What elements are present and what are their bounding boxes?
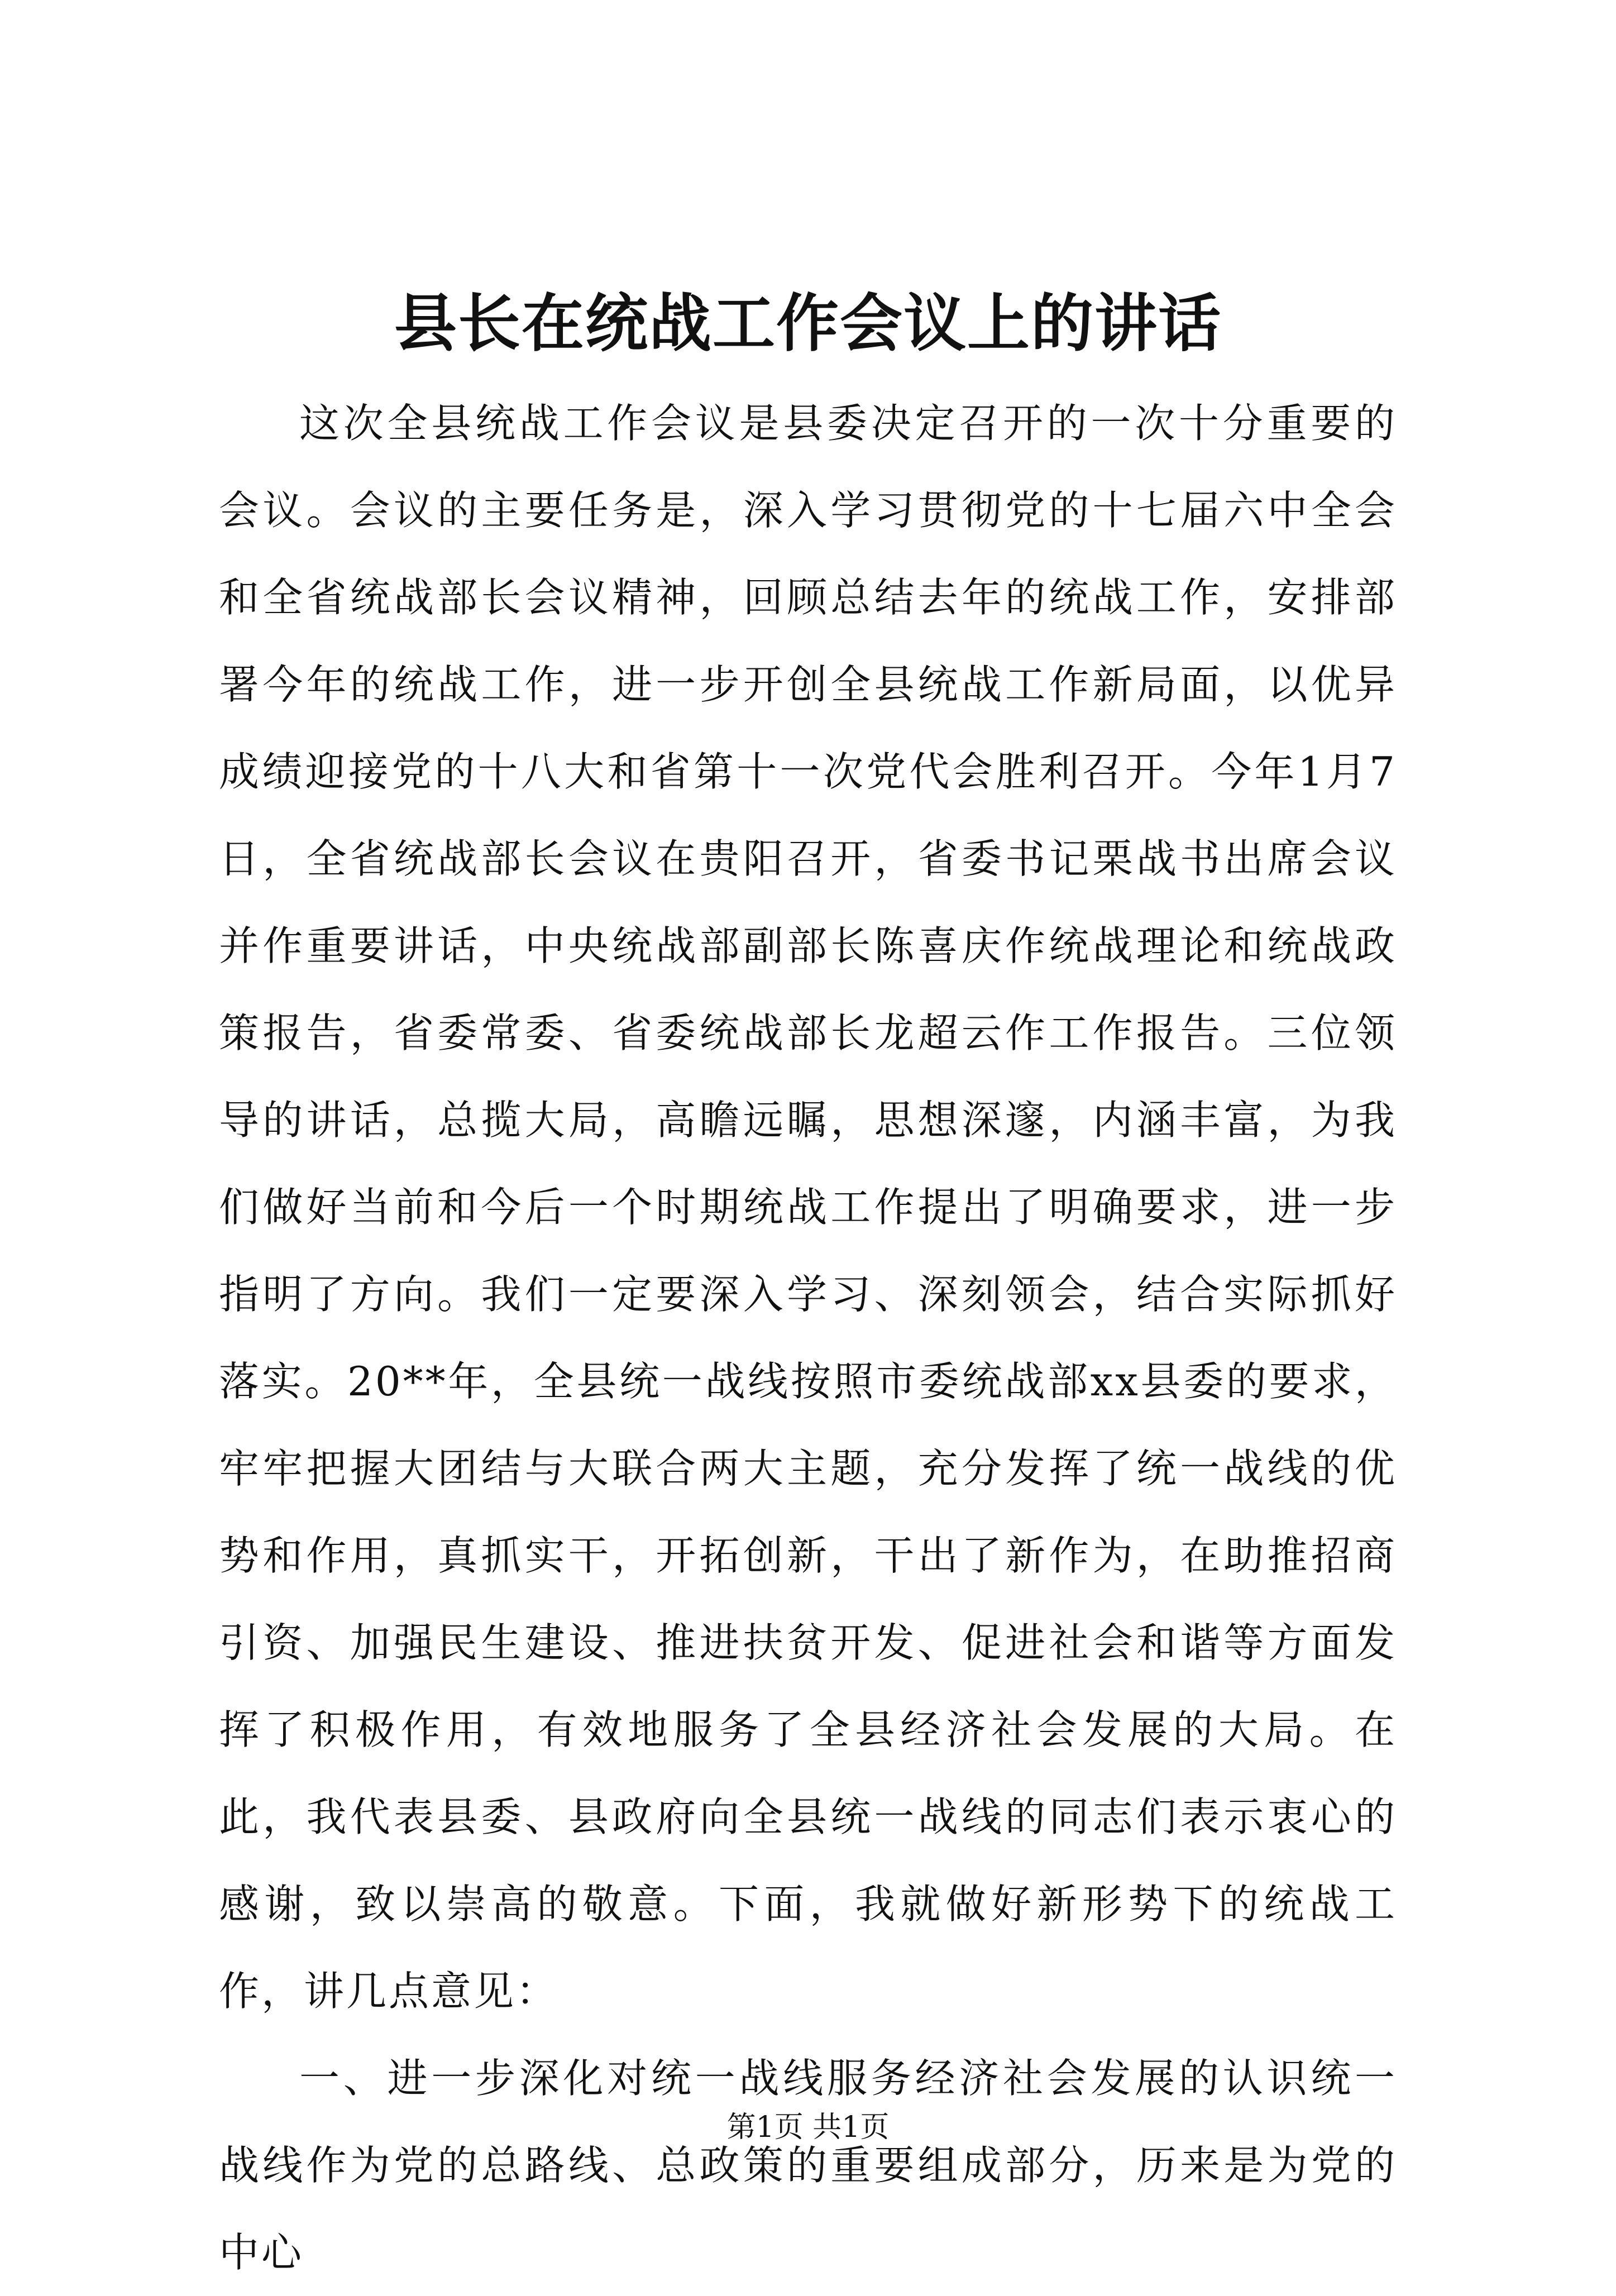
page-footer: 第1页 共1页 [726,2111,890,2144]
document-title: 县长在统战工作会议上的讲话 [394,287,1222,360]
document-body [219,380,1397,2296]
paragraph-intro: 这次全县统战工作会议是县委决定召开的一次十分重要的会议。会议的主要任务是，深入学习贯彻党的十七届六中全会和全省统战部长会议精神，回顾总结去年的统战工作，安排部署今年的统战工作，进一步开创全县统战工作新局面，以优异成绩迎接党的十八大和省第十一次党代会胜利召开。今年1月7日，全省统战部长会议在贵阳召开，省委书记栗战书出席会议并作重要讲话，中央统战部副部长陈喜庆作统战理论和统战政策报告，省委常委、省委统战部长龙超云作工作报告。三位领导的讲话，总揽大局，高瞻远瞩，思想深邃，内涵丰富，为我们做好当前和今后一个时期统战工作提出了明确要求，进一步指明了方向。我们一定要深入学习、深刻领会，结合实际抓好落实。20**年，全县统一战线按照市委统战部xx县委的要求，牢牢把握大团结与大联合两大主题，充分发挥了统一战线的优势和作用，真抓实干，开拓创新，干出了新作为，在助推招商引资、加强民生建设、推进扶贫开发、促进社会和谐等方面发挥了积极作用，有效地服务了全县经济社会发展的大局。在此，我代表县委、县政府向全县统一战线的同志们表示衷心的感谢，致以崇高的敬意。下面，我就做好新形势下的统战工作，讲几点意见： [219,400,1397,2015]
paragraph-section-one: 一、进一步深化对统一战线服务经济社会发展的认识统一战线作为党的总路线、总政策的重要组成部分，历来是为党的中心 [219,2055,1397,2276]
